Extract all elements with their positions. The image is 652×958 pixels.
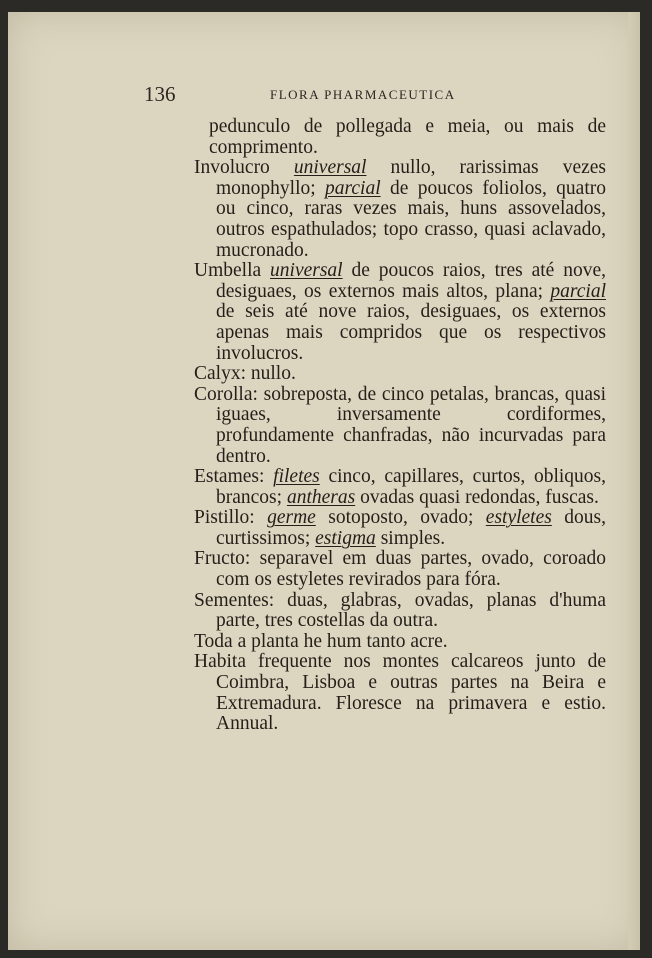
italic-term: estigma (315, 527, 376, 549)
text-entry (194, 652, 606, 734)
text-segment: Umbella (194, 260, 271, 282)
book-page (8, 12, 640, 950)
italic-term: parcial (325, 177, 381, 199)
italic-term: estyletes (485, 507, 552, 529)
text-segment: Estames: (194, 466, 274, 488)
text-segment: Pistillo: (194, 507, 268, 529)
text-segment: dous, curtissimos; (216, 507, 606, 549)
italic-term: antheras (286, 486, 356, 508)
italic-term: parcial (550, 280, 606, 302)
description-text (194, 117, 606, 735)
text-segment: Corolla: sobreposta, de cinco petalas, brancas, quasi iguaes, inversamente cordiformes, profundamente chanfradas, não incurvadas para dentro. (194, 383, 606, 467)
text-entry (194, 261, 606, 364)
text-segment: de poucos raios, tres até nove, desiguaes, os externos mais altos, plana; (216, 260, 606, 302)
page-edge (628, 12, 640, 950)
text-segment: Habita frequente nos montes calcareos junto de Coimbra, Lisboa e outras partes na Beira e Extremadura. Floresce na primavera e estio. Annual. (194, 651, 606, 735)
text-segment: Toda a planta he hum tanto acre. (194, 630, 448, 652)
running-title: FLORA PHARMACEUTICA (270, 87, 456, 102)
text-entry (194, 158, 606, 261)
text-entry (194, 117, 606, 158)
text-segment: Calyx: nullo. (194, 363, 296, 385)
italic-term: universal (293, 157, 367, 179)
text-segment: Sementes: duas, glabras, ovadas, planas d'huma parte, tres costellas da outra. (194, 589, 606, 632)
text-segment: de poucos foliolos, quatro ou cinco, raras vezes mais, huns assovelados, outros espathulados; topo crasso, quasi aclavado, mucronado. (216, 177, 606, 261)
text-segment: sotoposto, ovado; (315, 507, 486, 529)
text-segment: pedunculo de pollegada e meia, ou mais de comprimento. (209, 116, 606, 158)
text-entry (194, 591, 606, 632)
text-segment: simples. (375, 527, 446, 549)
page-header (8, 82, 640, 106)
text-entry (194, 467, 606, 508)
page-number: 136 (144, 82, 176, 106)
text-segment: Involucro (194, 157, 294, 179)
text-entry (194, 632, 606, 653)
text-segment: de seis até nove raios, desiguaes, os externos apenas mais compridos que os respectivos involucros. (216, 301, 606, 364)
text-entry (194, 364, 606, 385)
text-segment: nullo, rarissimas vezes monophyllo; (216, 157, 606, 199)
text-segment: Fructo: separavel em duas partes, ovado, coroado com os estyletes revirados para fóra. (194, 548, 606, 591)
italic-term: universal (270, 260, 343, 282)
text-entry (194, 549, 606, 590)
text-segment: cinco, capillares, curtos, obliquos, brancos; (216, 466, 606, 508)
text-entry (194, 508, 606, 549)
italic-term: filetes (273, 466, 320, 488)
italic-term: germe (267, 507, 316, 529)
text-entry (194, 385, 606, 467)
text-segment: ovadas quasi redondas, fuscas. (355, 486, 599, 508)
